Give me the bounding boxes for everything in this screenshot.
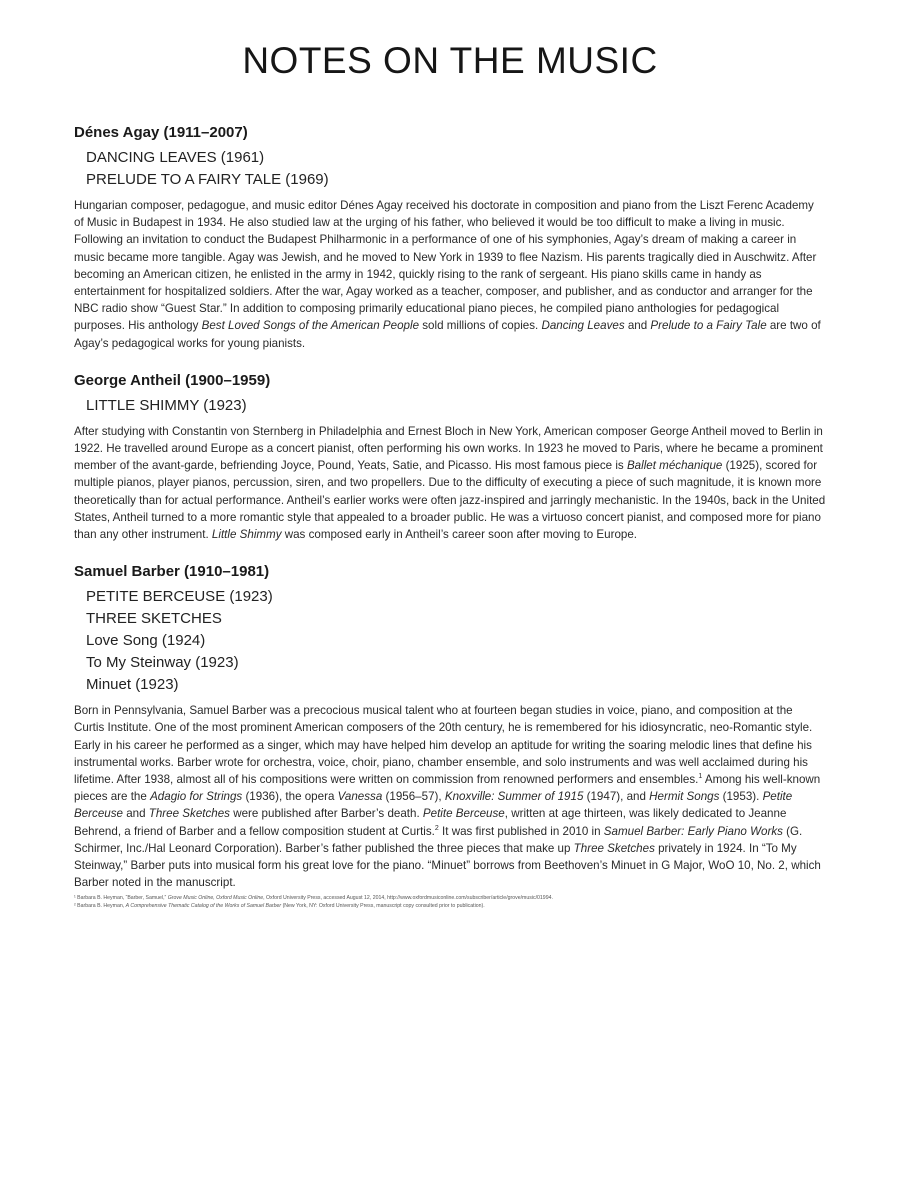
italic-title: Ballet méchanique xyxy=(626,459,723,473)
work-title: DANCING LEAVES (1961) xyxy=(86,149,265,166)
italic-title: Dancing Leaves xyxy=(541,319,625,333)
italic-title: Hermit Songs xyxy=(649,790,720,804)
italic-title: Three Sketches xyxy=(148,807,230,821)
composer-section-agay xyxy=(74,124,826,352)
composer-name: George Antheil (1900–1959) xyxy=(74,371,271,389)
italic-title: Little Shimmy xyxy=(211,528,282,542)
work-title: Minuet (1923) xyxy=(86,676,179,694)
page-title: NOTES ON THE MUSIC xyxy=(242,40,658,81)
composer-section-antheil xyxy=(74,372,826,543)
work-title: Love Song (1924) xyxy=(86,632,206,650)
work-title: LITTLE SHIMMY (1923) xyxy=(86,396,247,414)
work-title: PRELUDE TO A FAIRY TALE (1969) xyxy=(86,171,329,188)
footnote: ¹ Barbara B. Heyman, “Barber, Samuel,” Grove Music Online, Oxford Music Online, Oxford University Press, accessed August 12, 2014, http://www.oxfordmusiconline.com/subscriber/article/grove/music/01994. xyxy=(74,895,553,902)
footnote: ² Barbara B. Heyman, A Comprehensive Thematic Catalog of the Works of Samuel Barber (New York, NY: Oxford University Press, manuscript copy consulted prior to publication). xyxy=(74,903,485,910)
footnotes xyxy=(74,894,826,910)
italic-title: Knoxville: Summer of 1915 xyxy=(444,790,584,804)
composer-name: Samuel Barber (1910–1981) xyxy=(74,563,270,581)
italic-title: Prelude to a Fairy Tale xyxy=(650,319,767,333)
footnote-ref: 2 xyxy=(434,824,439,832)
italic-title: Grove Music Online, Oxford Music Online xyxy=(167,895,264,902)
work-title: To My Steinway (1923) xyxy=(86,654,239,672)
work-title: PETITE BERCEUSE (1923) xyxy=(86,588,273,606)
italic-title: Best Loved Songs of the American People xyxy=(201,319,420,333)
italic-title: Vanessa xyxy=(337,790,383,804)
composer-section-barber xyxy=(74,563,826,910)
work-title: THREE SKETCHES xyxy=(86,610,222,628)
composer-name: Dénes Agay (1911–2007) xyxy=(74,124,248,141)
footnote-ref: 1 xyxy=(698,773,703,781)
italic-title: Petite Berceuse xyxy=(74,790,793,821)
italic-title: A Comprehensive Thematic Catalog of the Works of Samuel Barber xyxy=(125,903,282,910)
italic-title: Petite Berceuse xyxy=(422,807,505,821)
italic-title: Three Sketches xyxy=(573,841,655,855)
works-list xyxy=(86,147,826,191)
works-list xyxy=(86,395,826,417)
composer-bio: Born in Pennsylvania, Samuel Barber was a precocious musical talent who at fourteen began studies in voice, piano, and composition at the Curtis Institute. One of the most prominent American composers of the 20th century, he is remembered for his idiosyncratic, neo-Romantic style. Early in his career he performed as a singer, which may have helped him develop an aptitude for writing the soaring melodic lines that define his instrumental works. Barber wrote for orchestra, voice, choir, piano, chamber ensemble, and solo instruments and was well acclaimed during his lifetime. After 1938, almost all of his compositions were written on commission from renowned performers and ensembles.$^1$ Among his well-known pieces are the Adagio for Strings (1936), the opera Vanessa (1956–57), Knoxville: Summer of 1915 (1947), and Hermit Songs (1953). Petite Berceuse and Three Sketches were published after Barber’s death. Petite Berceuse, written at age thirteen, was likely dedicated to Jeanne Behrend, a friend of Barber and a fellow composition student at Curtis.$^2$ It was first published in 2010 in Samuel Barber: Early Piano Works (G. Schirmer, Inc./Hal Leonard Corporation). Barber’s father published the three pieces that make up Three Sketches privately in 1924. In “To My Steinway,” Barber puts into musical form his great love for the piano. “Minuet” borrows from Beethoven’s Minuet in G Major, WoO 10, No. 2, which Barber noted in the manuscript. xyxy=(74,704,821,890)
works-list xyxy=(86,586,826,696)
italic-title: Samuel Barber: Early Piano Works xyxy=(603,824,783,838)
italic-title: Adagio for Strings xyxy=(150,790,243,804)
composer-bio: Hungarian composer, pedagogue, and music editor Dénes Agay received his doctorate in composition and piano from the Liszt Ferenc Academy of Music in Budapest in 1934. He also studied law at the urging of his father, who believed it would be too difficult to make a living in music. Following an invitation to conduct the Budapest Philharmonic in a performance of one of his symphonies, Agay’s dream of making a career in music became more tangible. Agay was Jewish, and he moved to New York in 1939 to flee Nazism. His parents tragically died in Auschwitz. After becoming an American citizen, he enlisted in the army in 1942, quickly rising to the rank of sergeant. His piano skills came in handy as entertainment for hospitalized soldiers. After the war, Agay worked as a teacher, composer, and publisher, and as conductor and arranger for the NBC radio show “Guest Star.” In addition to composing primarily educational piano pieces, he compiled piano anthologies for pedagogical purposes. His anthology Best Loved Songs of the American People sold millions of copies. Dancing Leaves and Prelude to a Fairy Tale are two of Agay’s pedagogical works for young pianists. xyxy=(74,199,821,350)
composer-bio: After studying with Constantin von Sternberg in Philadelphia and Ernest Bloch in New York, American composer George Antheil moved to Berlin in 1922. He travelled around Europe as a concert pianist, often performing his own works. In 1923 he moved to Paris, where he became a prominent member of the avant-garde, befriending Joyce, Pound, Yeats, Satie, and Picasso. His most famous piece is Ballet méchanique (1925), scored for multiple pianos, player pianos, percussion, siren, and two propellers. Due to the difficulty of executing a piece of such magnitude, it is known more theoretically than for actual performance. Antheil’s earlier works were often jazz-inspired and jarringly mechanistic. In the 1940s, back in the United States, Antheil turned to a more romantic style that appealed to a broader public. He was a virtuoso concert pianist, and composed more for piano than any other instrument. Little Shimmy was composed early in Antheil’s career soon after moving to Europe. xyxy=(74,424,826,542)
